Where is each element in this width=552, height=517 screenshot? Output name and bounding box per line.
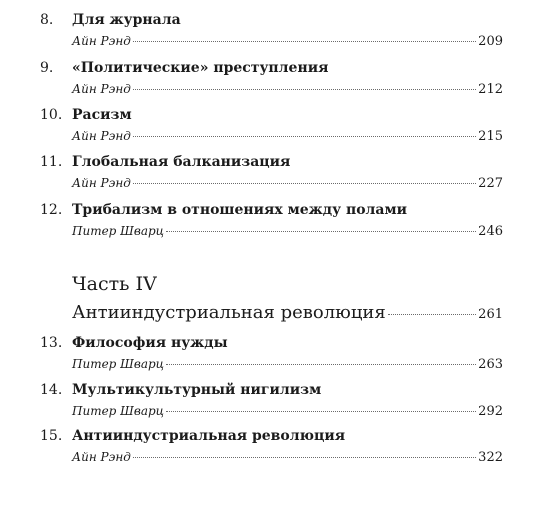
page-number: 322 [478,450,503,465]
dot-leader [166,411,476,412]
entry-number: 8. [40,12,54,28]
dot-leader [133,457,476,458]
page-number: 212 [478,82,503,97]
toc-entry [0,11,552,55]
dot-leader [388,314,476,315]
page-number: 246 [478,224,503,239]
dot-leader [133,136,476,137]
entry-title: Философия нужды [72,335,228,351]
toc-entry [0,381,552,425]
entry-title: Глобальная балканизация [72,154,291,170]
entry-number: 15. [40,428,63,444]
entry-number: 13. [40,335,63,351]
page-number: 215 [478,129,503,144]
dot-leader [133,183,476,184]
entry-title: Для журнала [72,12,181,28]
entry-number: 14. [40,382,63,398]
author-line [72,403,503,419]
entry-title: Мультикультурный нигилизм [72,382,322,398]
entry-author: Айн Рэнд [72,450,131,464]
entry-number: 10. [40,107,63,123]
author-line [72,449,503,465]
entry-title: Антииндустриальная революция [72,428,346,444]
page-number: 227 [478,176,503,191]
page-number: 261 [478,307,503,322]
dot-leader [133,89,476,90]
entry-author: Айн Рэнд [72,176,131,190]
entry-number: 12. [40,202,63,218]
entry-author: Айн Рэнд [72,129,131,143]
toc-entry [0,59,552,103]
author-line [72,33,503,49]
entry-author: Питер Шварц [72,224,165,238]
toc-entry [0,427,552,471]
author-line [72,81,503,97]
entry-author: Питер Шварц [72,404,165,418]
dot-leader [166,231,476,232]
author-line [72,223,503,239]
entry-author: Питер Шварц [72,357,165,371]
entry-title: Трибализм в отношениях между полами [72,202,408,218]
author-line [72,128,503,144]
author-line [72,356,503,372]
toc-entry [0,153,552,197]
dot-leader [133,41,476,42]
part-title: Антииндустриальная революция [72,302,386,323]
dot-leader [166,364,476,365]
part-label: Часть IV [72,273,157,295]
entry-number: 11. [40,154,63,170]
entry-title: «Политические» преступления [72,60,329,76]
entry-number: 9. [40,60,54,76]
entry-author: Айн Рэнд [72,34,131,48]
part-title-line [72,302,503,324]
entry-title: Расизм [72,107,132,123]
toc-entry [0,334,552,378]
page-number: 292 [478,404,503,419]
page-number: 209 [478,34,503,49]
page-number: 263 [478,357,503,372]
author-line [72,175,503,191]
toc-entry [0,106,552,150]
toc-entry [0,201,552,245]
entry-author: Айн Рэнд [72,82,131,96]
